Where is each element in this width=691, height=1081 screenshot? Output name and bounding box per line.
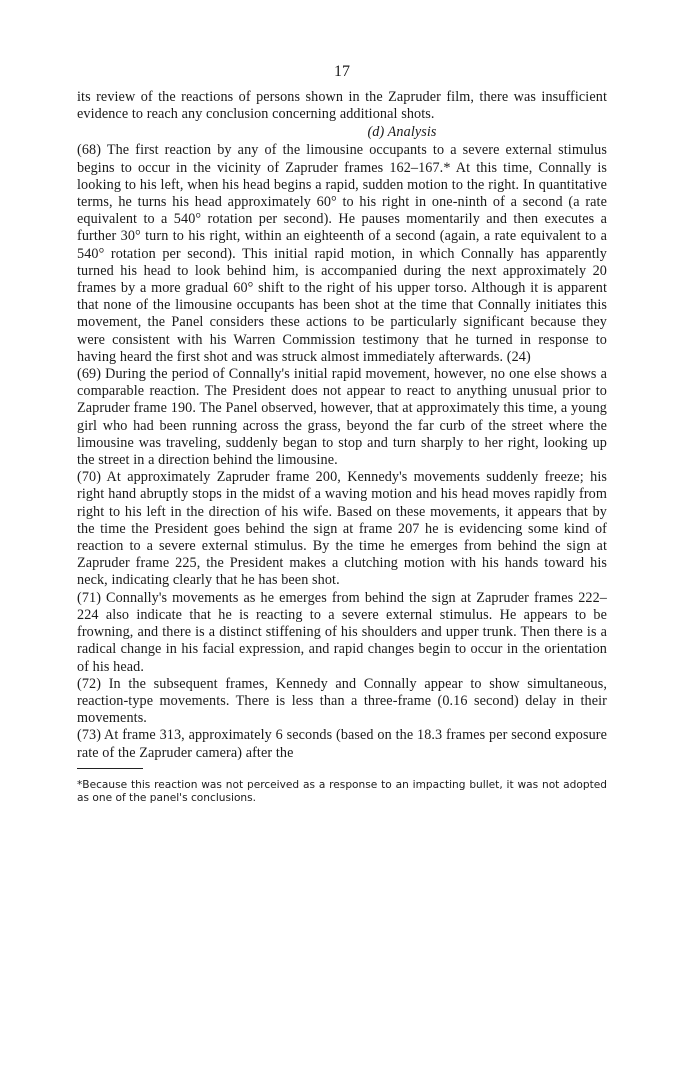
body-text	[77, 89, 607, 762]
paragraph-69: (69) During the period of Connally's initial rapid movement, however, no one else shows a comparable reaction. The President does not appear to react to anything unusual prior to Zapruder frame 190. The Panel observed, however, that at approximately this time, a young girl who had been running across the grass, beyond the far curb of the street where the limousine was traveling, suddenly began to stop and turn sharply to her right, looking up the street in a direction behind the limousine.	[77, 366, 607, 469]
paragraph-72: (72) In the subsequent frames, Kennedy and Connally appear to show simultaneous, reaction-type movements. There is less than a three-frame (0.16 second) delay in their movements.	[77, 675, 607, 727]
document-page	[77, 0, 607, 816]
footnote: *Because this reaction was not perceived as a response to an impacting bullet, it was not adopted as one of the panel's conclusions.	[77, 779, 607, 805]
section-heading: (d) Analysis	[367, 124, 437, 141]
intro-paragraph: its review of the reactions of persons shown in the Zapruder film, there was insufficient evidence to reach any conclusion concerning additional shots.	[77, 89, 607, 123]
footnote-divider	[77, 768, 143, 769]
paragraph-71: (71) Connally's movements as he emerges from behind the sign at Zapruder frames 222–224 also indicate that he is reacting to a severe external stimulus. He appears to be frowning, and there is a distinct stiffening of his shoulders and upper trunk. Then there is a radical change in his facial expression, and rapid changes begin to occur in the orientation of his head.	[77, 589, 607, 675]
paragraph-68: (68) The first reaction by any of the limousine occupants to a severe external stimulus begins to occur in the vicinity of Zapruder frames 162–167.* At this time, Connally is looking to his left, when his head begins a rapid, sudden motion to the right. In quantitative terms, he turns his head approximately 60° to his right in one-ninth of a second (a rate equivalent to a 540° rotation per second). He pauses momentarily and then executes a further 30° turn to his right, within an eighteenth of a second (again, a rate equivalent to a 540° rotation per second). This initial rapid motion, in which Connally has apparently turned his head to look behind him, is accompanied during the next approximately 20 frames by a more gradual 60° shift to the right of his upper torso. Although it is apparent that none of the limousine occupants has been shot at the time that Connally initiates this movement, the Panel considers these actions to be particularly significant because they were consistent with his Warren Commission testimony that he turned in response to having heard the first shot and was struck almost immediately afterwards. (24)	[77, 142, 607, 365]
page-number: 17	[334, 63, 350, 80]
paragraph-70: (70) At approximately Zapruder frame 200, Kennedy's movements suddenly freeze; his right hand abruptly stops in the midst of a waving motion and his head moves rapidly from right to his left in the direction of his wife. Based on these movements, it appears that by the time the President goes behind the sign at frame 207 he is evidencing some kind of reaction to a severe external stimulus. By the time he emerges from behind the sign at Zapruder frame 225, the President makes a clutching motion with his hands toward his neck, indicating clearly that he has been shot.	[77, 469, 607, 589]
paragraph-73: (73) At frame 313, approximately 6 seconds (based on the 18.3 frames per second exposure rate of the Zapruder camera) after the	[77, 727, 607, 761]
